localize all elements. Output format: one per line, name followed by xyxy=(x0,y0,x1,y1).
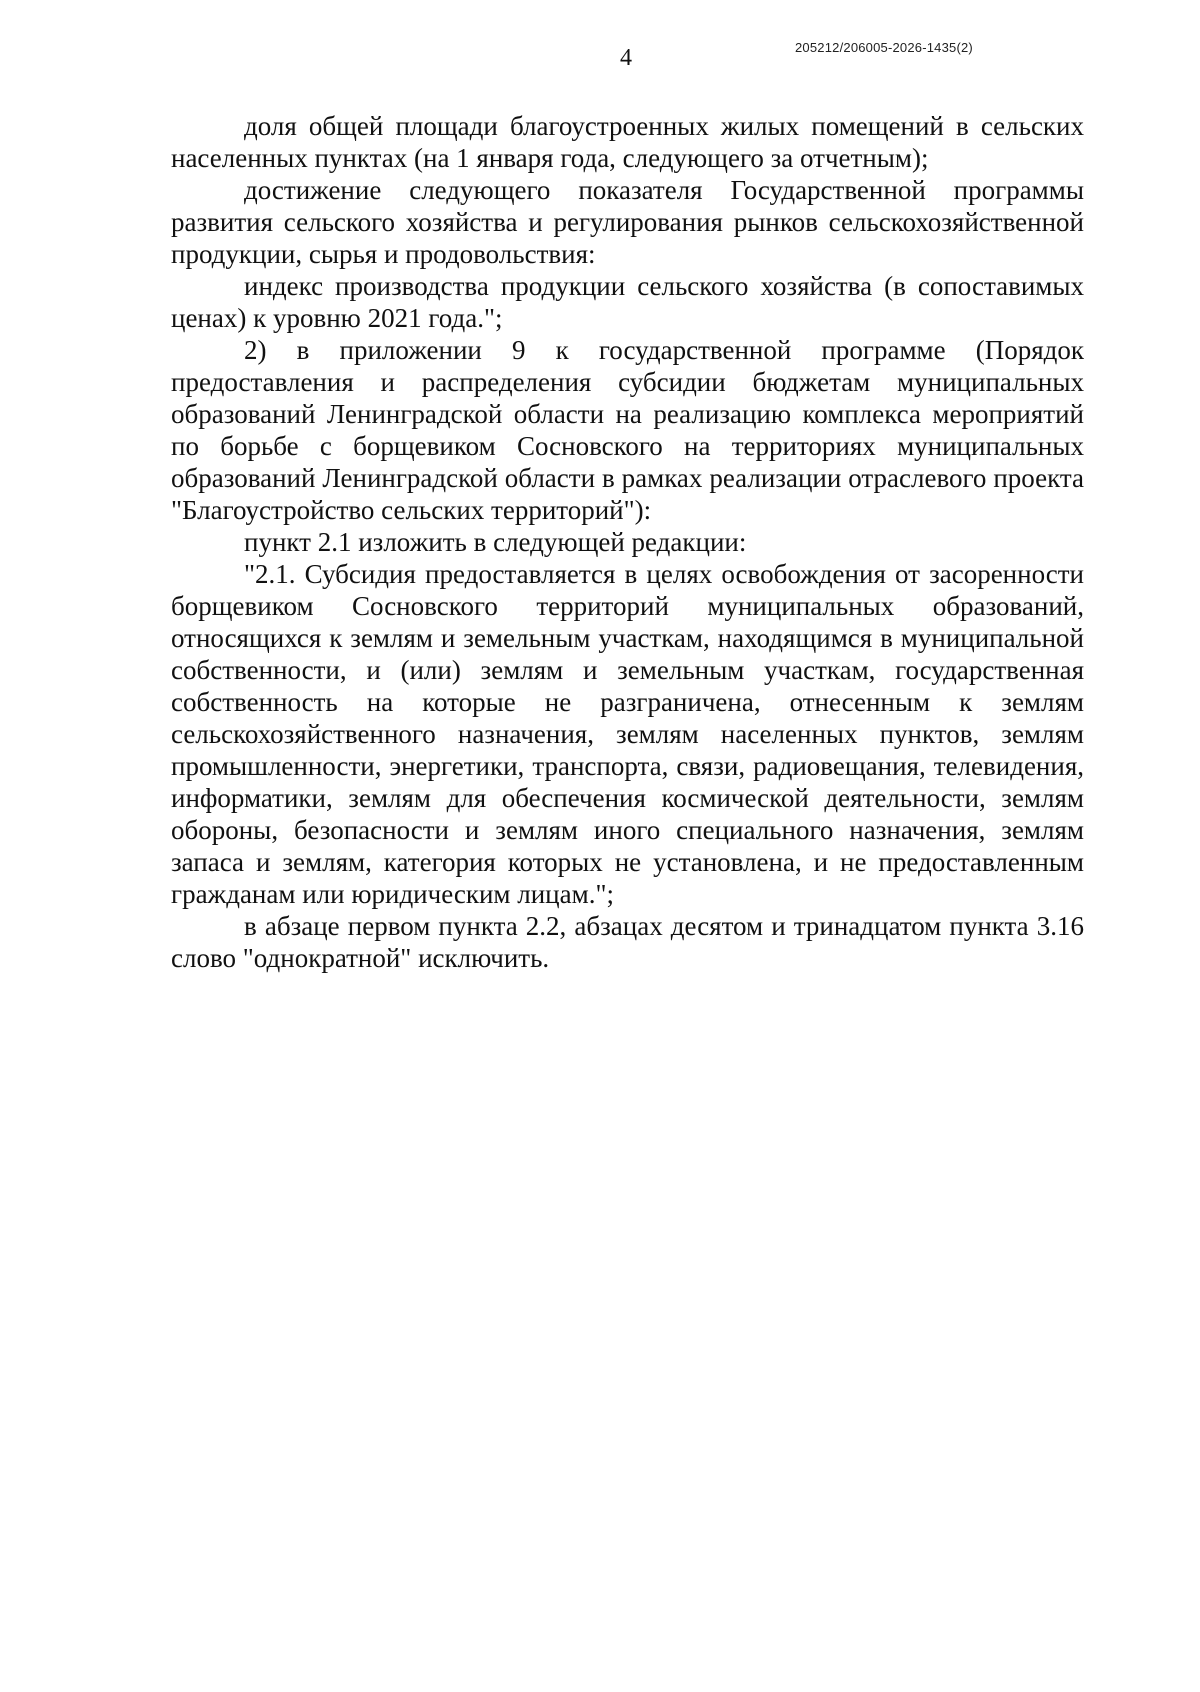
paragraph: доля общей площади благоустроенных жилых помещений в сельских населенных пунктах (на 1 января года, следующего за отчетным); xyxy=(171,111,1084,173)
paragraph: пункт 2.1 изложить в следующей редакции: xyxy=(244,527,747,557)
paragraph: "2.1. Субсидия предоставляется в целях освобождения от засоренности борщевиком Сосновского территорий муниципальных образований, относящихся к землям и земельным участкам, находящимся в муниципальной собственности, и (или) землям и земельным участкам, государственная собственность на которые не разграничена, отнесенным к землям сельскохозяйственного назначения, землям населенных пунктов, землям промышленности, энергетики, транспорта, связи, радиовещания, телевидения, информатики, землям для обеспечения космической деятельности, землям обороны, безопасности и землям иного специального назначения, землям запаса и землям, категория которых не установлена, и не предоставленным гражданам или юридическим лицам."; xyxy=(171,559,1084,909)
paragraph: достижение следующего показателя Государственной программы развития сельского хозяйства и регулирования рынков сельскохозяйственной продукции, сырья и продовольствия: xyxy=(171,175,1084,269)
page-number: 4 xyxy=(620,45,632,71)
paragraph: индекс производства продукции сельского хозяйства (в сопоставимых ценах) к уровню 2021 года."; xyxy=(171,271,1084,333)
paragraph: 2) в приложении 9 к государственной программе (Порядок предоставления и распределения субсидии бюджетам муниципальных образований Ленинградской области на реализацию комплекса мероприятий по борьбе с борщевиком Сосновского на территориях муниципальных образований Ленинградской области в рамках реализации отраслевого проекта "Благоустройство сельских территорий"): xyxy=(171,335,1084,525)
document-code: 205212/206005-2026-1435(2) xyxy=(795,40,973,55)
paragraph: в абзаце первом пункта 2.2, абзацах десятом и тринадцатом пункта 3.16 слово "однократной" исключить. xyxy=(171,911,1084,973)
document-body xyxy=(171,110,1084,974)
